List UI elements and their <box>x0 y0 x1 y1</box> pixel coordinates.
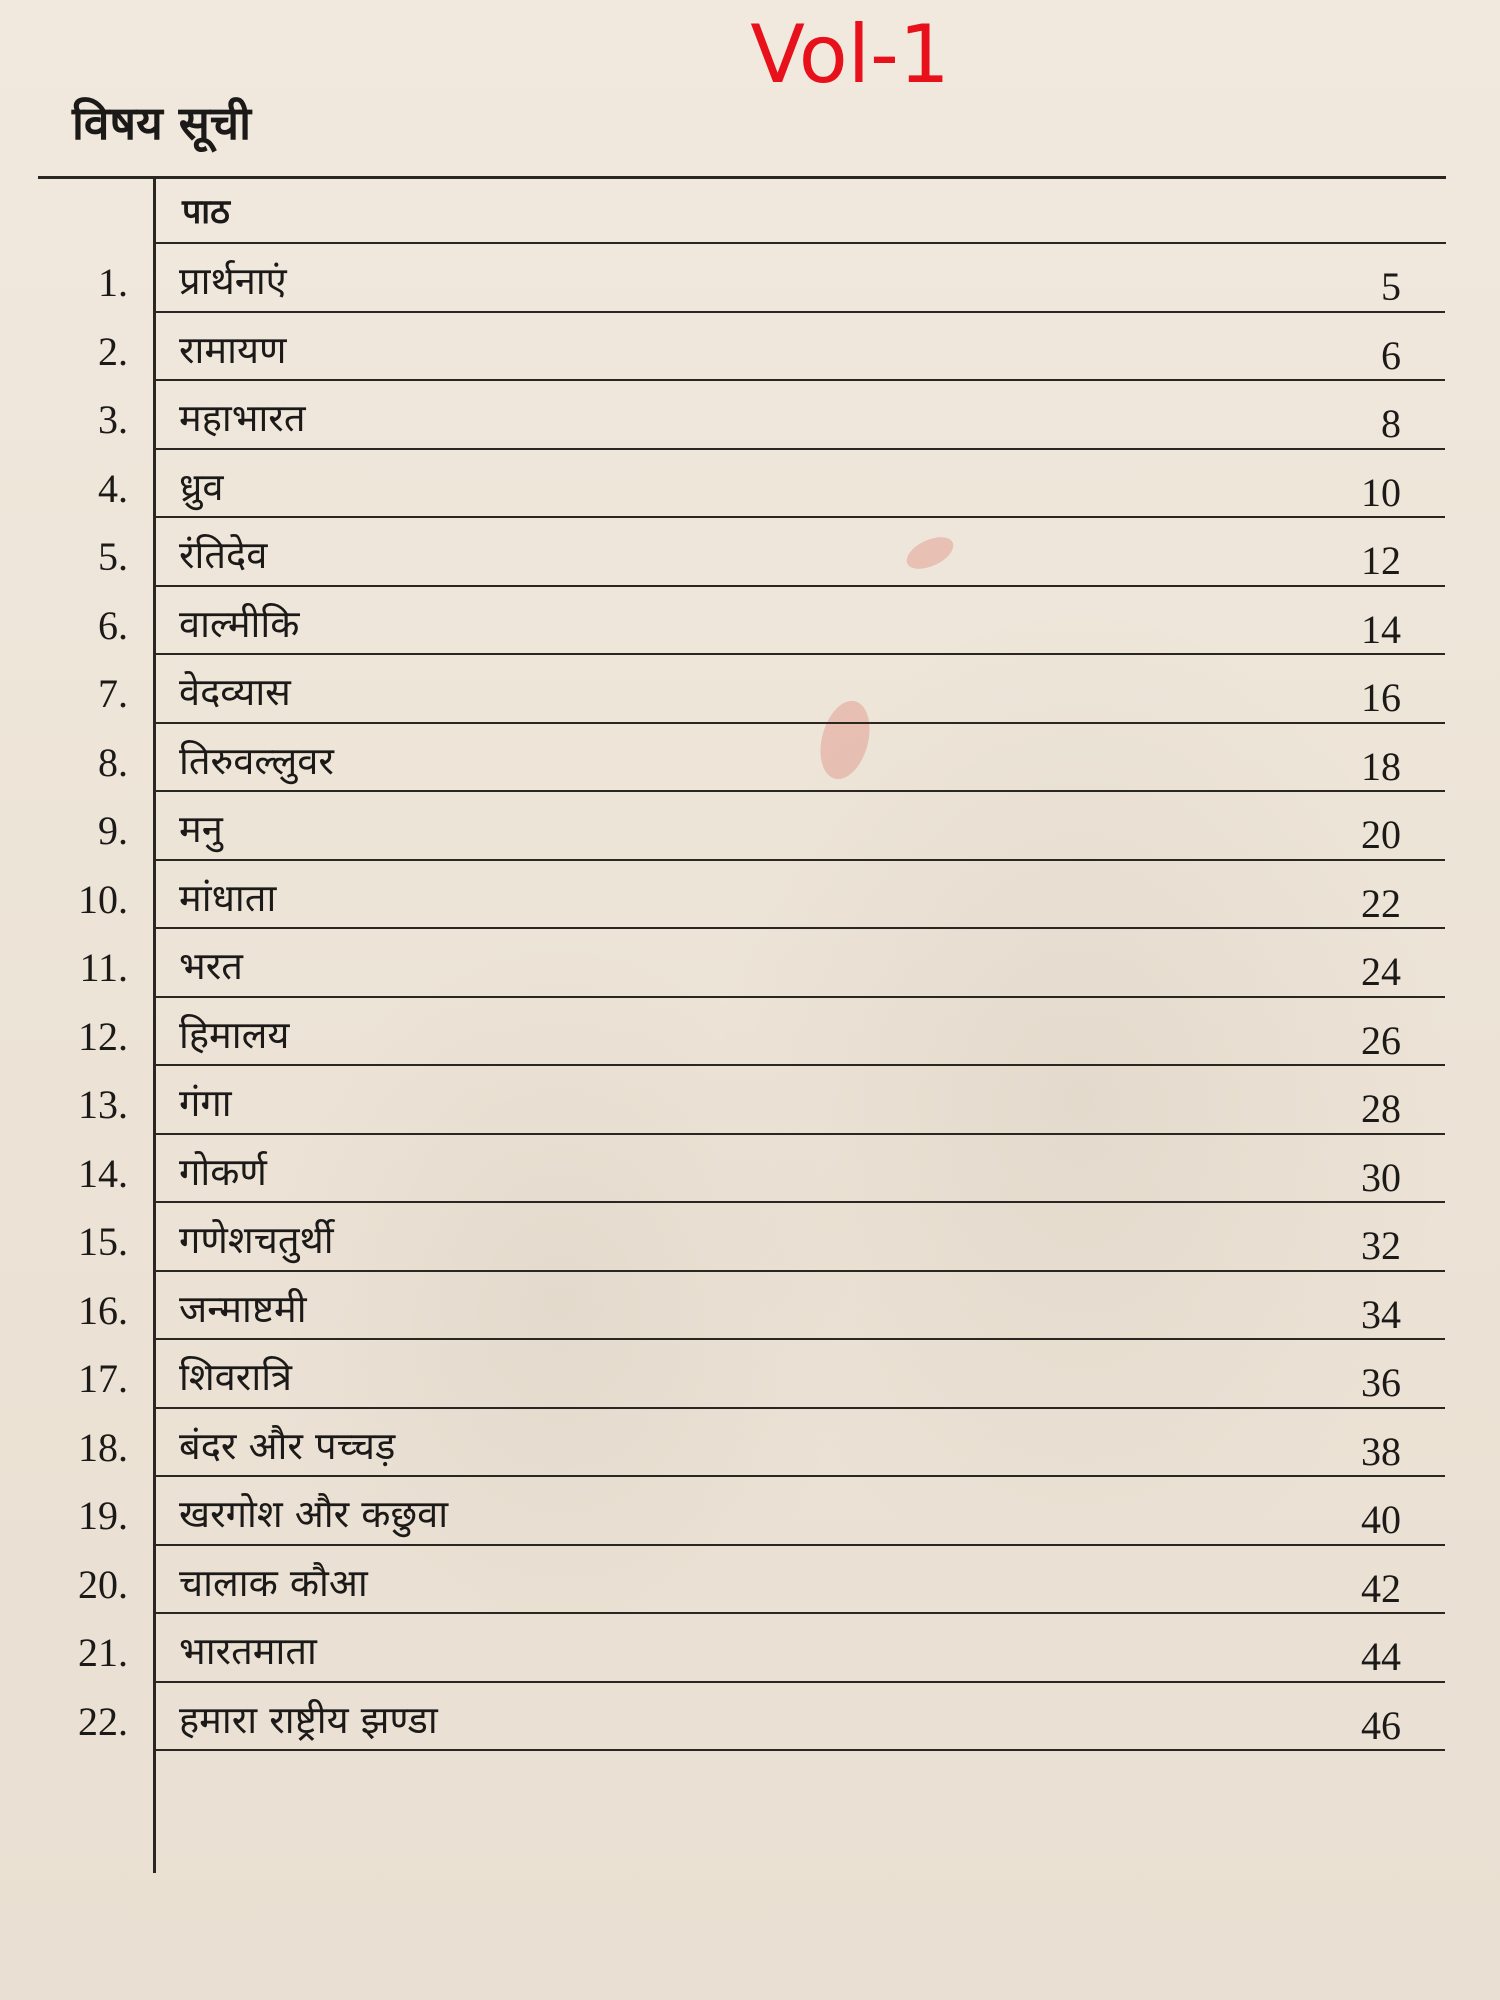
toc-title: गंगा <box>179 1081 232 1125</box>
toc-row <box>78 1683 1445 1752</box>
toc-row <box>78 1340 1445 1409</box>
toc-number: 20. <box>78 1561 128 1607</box>
toc-number: 8. <box>98 739 128 785</box>
toc-number: 7. <box>98 671 128 716</box>
toc-page-number: 46 <box>1361 1702 1401 1748</box>
toc-row <box>78 1135 1445 1204</box>
toc-row <box>98 313 1445 382</box>
toc-title: भारतमाता <box>179 1629 317 1673</box>
toc-title: तिरुवल्लुवर <box>179 738 334 783</box>
toc-page-number: 18 <box>1361 743 1401 789</box>
toc-title: मांधाता <box>179 875 277 920</box>
column-header: पाठ <box>182 192 230 232</box>
toc-number: 2. <box>98 328 128 374</box>
toc-row <box>78 998 1445 1067</box>
toc-page-number: 20 <box>1361 812 1401 857</box>
toc-number: 14. <box>78 1150 128 1196</box>
toc-number: 1. <box>98 260 128 305</box>
toc-list <box>0 244 1500 1751</box>
toc-page-number: 44 <box>1361 1634 1401 1679</box>
toc-row <box>98 244 1445 313</box>
toc-page-number: 34 <box>1361 1291 1401 1337</box>
toc-title: गोकर्ण <box>179 1149 267 1194</box>
toc-page-number: 12 <box>1361 538 1401 583</box>
toc-title: भरत <box>179 944 243 988</box>
volume-label: Vol-1 <box>750 8 950 101</box>
toc-number: 9. <box>98 808 128 853</box>
toc-page-number: 40 <box>1361 1497 1401 1542</box>
toc-page-number: 42 <box>1361 1565 1401 1611</box>
toc-number: 18. <box>78 1424 128 1470</box>
toc-number: 4. <box>98 465 128 511</box>
toc-page-number: 14 <box>1361 606 1401 652</box>
page-title: विषय सूची <box>72 96 251 150</box>
toc-page-number: 36 <box>1361 1360 1401 1405</box>
toc-title: महाभारत <box>179 396 306 440</box>
toc-row <box>78 1614 1445 1683</box>
toc-title: वेदव्यास <box>179 670 291 714</box>
toc-title: रंतिदेव <box>179 533 268 577</box>
toc-number: 16. <box>78 1287 128 1333</box>
toc-number: 22. <box>78 1698 128 1744</box>
toc-page-number: 5 <box>1381 264 1401 309</box>
toc-number: 13. <box>78 1082 128 1127</box>
toc-title: चालाक कौआ <box>179 1560 368 1605</box>
toc-number: 21. <box>78 1630 128 1675</box>
top-rule <box>38 176 1446 179</box>
toc-page-number: 8 <box>1381 401 1401 446</box>
toc-number: 10. <box>78 876 128 922</box>
toc-page-number: 16 <box>1361 675 1401 720</box>
toc-row <box>98 587 1445 656</box>
toc-title: हमारा राष्ट्रीय झण्डा <box>179 1697 438 1742</box>
toc-title: वाल्मीकि <box>179 601 300 646</box>
toc-number: 12. <box>78 1013 128 1059</box>
toc-row <box>78 861 1445 930</box>
toc-title: खरगोश और कछुवा <box>179 1492 449 1536</box>
toc-page-number: 26 <box>1361 1017 1401 1063</box>
toc-title: ध्रुव <box>179 464 224 509</box>
toc-row <box>78 1066 1445 1135</box>
toc-page-number: 24 <box>1361 949 1401 994</box>
toc-row <box>98 655 1445 724</box>
toc-number: 15. <box>78 1219 128 1264</box>
toc-row <box>98 518 1445 587</box>
toc-row <box>78 1272 1445 1341</box>
toc-number: 6. <box>98 602 128 648</box>
toc-page-number: 28 <box>1361 1086 1401 1131</box>
toc-title: प्रार्थनाएं <box>179 259 287 303</box>
toc-page-number: 22 <box>1361 880 1401 926</box>
toc-title: जन्माष्टमी <box>179 1286 307 1331</box>
toc-row <box>78 1546 1445 1615</box>
toc-row <box>98 381 1445 450</box>
toc-title: गणेशचतुर्थी <box>179 1218 334 1262</box>
toc-title: रामायण <box>179 327 287 372</box>
toc-row <box>78 1203 1445 1272</box>
toc-row <box>78 1477 1445 1546</box>
toc-number: 17. <box>78 1356 128 1401</box>
toc-page-number: 10 <box>1361 469 1401 515</box>
toc-row <box>78 1409 1445 1478</box>
toc-number: 19. <box>78 1493 128 1538</box>
toc-title: शिवरात्रि <box>179 1355 293 1399</box>
toc-number: 5. <box>98 534 128 579</box>
toc-page-number: 30 <box>1361 1154 1401 1200</box>
toc-row <box>79 929 1445 998</box>
toc-number: 3. <box>98 397 128 442</box>
toc-title: बंदर और पच्चड़ <box>179 1423 396 1468</box>
toc-number: 11. <box>79 945 128 990</box>
toc-page-number: 38 <box>1361 1428 1401 1474</box>
toc-page-number: 6 <box>1381 332 1401 378</box>
toc-row <box>98 724 1445 793</box>
toc-title: मनु <box>179 807 223 851</box>
toc-row <box>98 450 1445 519</box>
toc-page-number: 32 <box>1361 1223 1401 1268</box>
toc-row <box>98 792 1445 861</box>
toc-title: हिमालय <box>179 1012 290 1057</box>
